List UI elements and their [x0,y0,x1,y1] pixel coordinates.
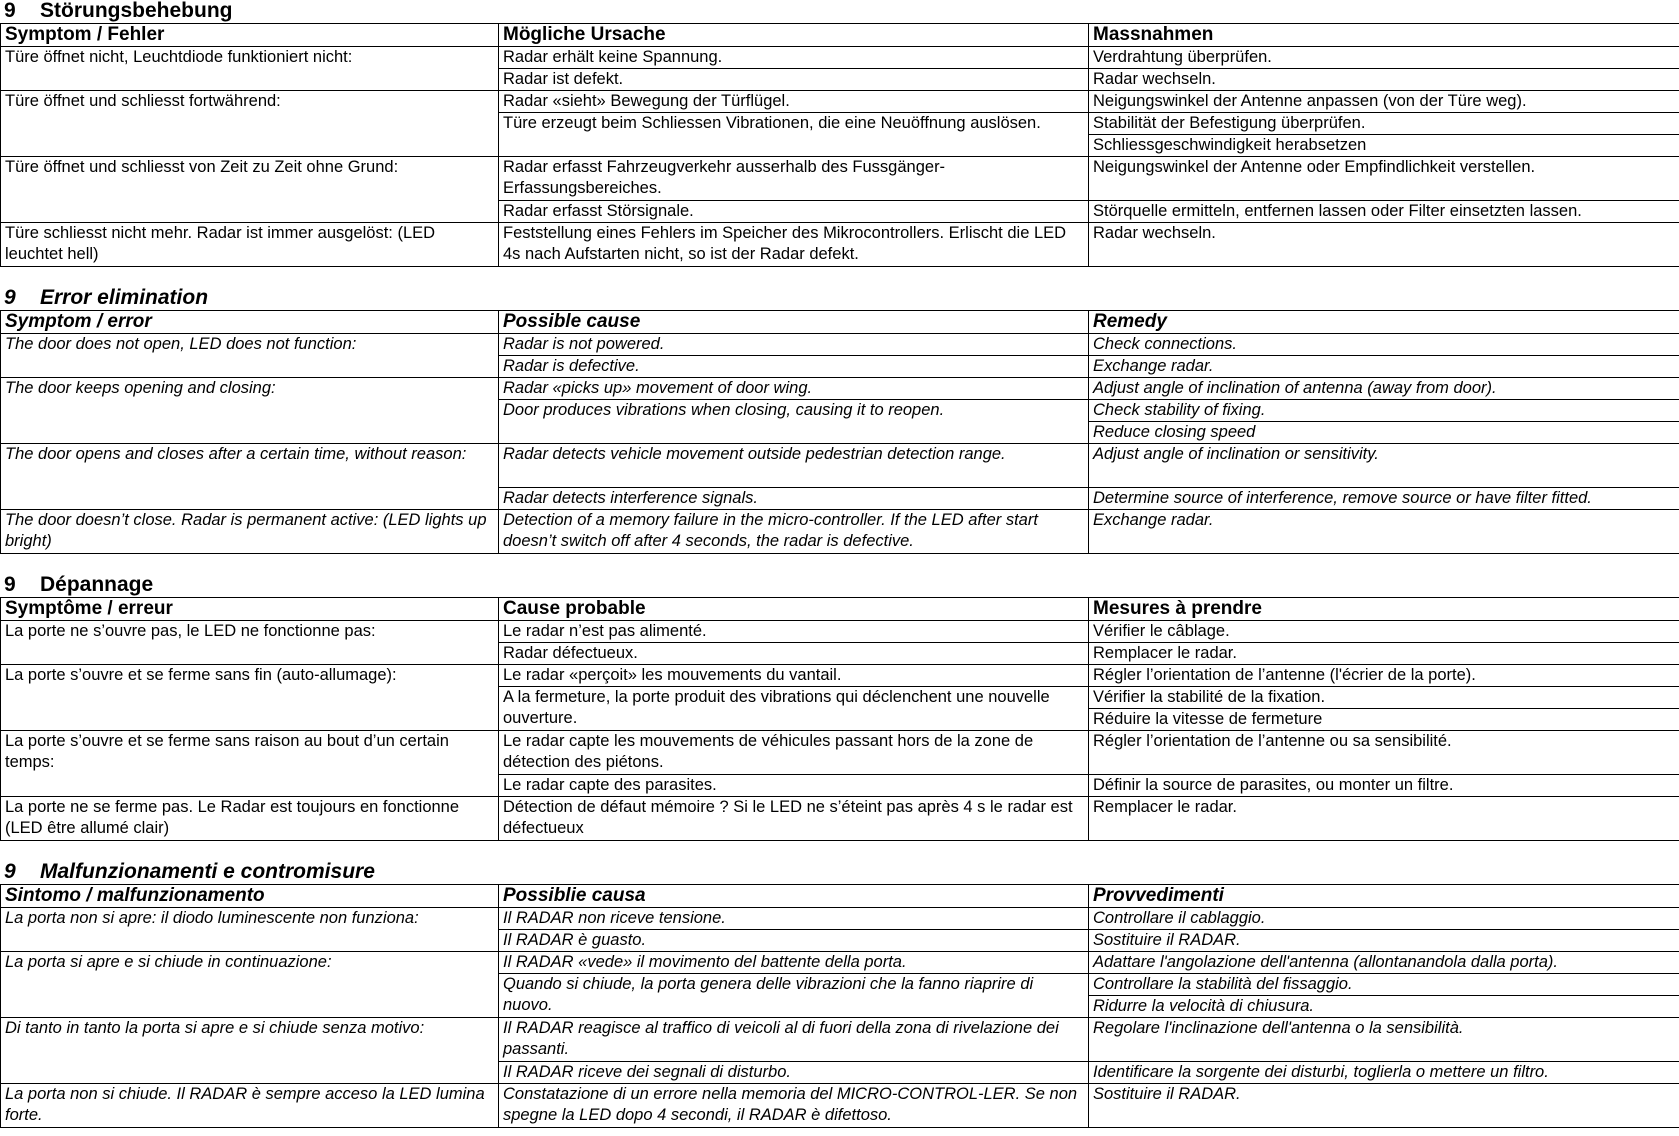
section-title-text: Malfunzionamenti e contromisure [40,860,375,883]
header-remedy: Massnahmen [1089,24,1679,47]
symptom-cell: Türe schliesst nicht mehr. Radar ist immer ausgelöst: (LED leuchtet hell) [1,223,499,267]
header-cause: Mögliche Ursache [499,24,1089,47]
troubleshooting-table [0,597,1679,841]
remedy-cell: Check stability of fixing. [1089,400,1679,422]
table-row [1,665,1679,687]
remedy-cell: Identificare la sorgente dei disturbi, toglierla o mettere un filtro. [1089,1062,1679,1084]
section-fr [0,574,1679,841]
symptom-cell: Di tanto in tanto la porta si apre e si chiude senza motivo: [1,1018,499,1084]
remedy-cell: Exchange radar. [1089,510,1679,554]
symptom-cell: The door opens and closes after a certain time, without reason: [1,444,499,510]
symptom-cell: The door doesn’t close. Radar is permanent active: (LED lights up bright) [1,510,499,554]
remedy-cell: Adattare l'angolazione dell'antenna (allontanandola dalla porta). [1089,952,1679,974]
table-row [1,952,1679,974]
section-number: 9 [4,573,16,596]
table-row [1,908,1679,930]
remedy-cell: Regolare l'inclinazione dell'antenna o la sensibilità. [1089,1018,1679,1062]
cause-cell: Il RADAR «vede» il movimento del battente della porta. [499,952,1089,974]
header-remedy: Mesures à prendre [1089,598,1679,621]
symptom-cell: Türe öffnet und schliesst von Zeit zu Zeit ohne Grund: [1,157,499,223]
table-header-row [1,311,1679,334]
symptom-cell: La porta non si apre: il diodo luminescente non funziona: [1,908,499,952]
remedy-cell: Störquelle ermitteln, entfernen lassen oder Filter einsetzten lassen. [1089,201,1679,223]
remedy-cell: Définir la source de parasites, ou monter un filtre. [1089,775,1679,797]
remedy-cell: Determine source of interference, remove source or have filter fitted. [1089,488,1679,510]
section-title-text: Error elimination [40,286,209,309]
symptom-cell: La porte s’ouvre et se ferme sans raison au bout d’un certain temps: [1,731,499,797]
cause-cell: Türe erzeugt beim Schliessen Vibrationen, die eine Neuöffnung auslösen. [499,113,1089,157]
table-row [1,731,1679,775]
remedy-cell: Sostituire il RADAR. [1089,930,1679,952]
cause-cell: Radar «sieht» Bewegung der Türflügel. [499,91,1089,113]
table-row [1,223,1679,267]
symptom-cell: The door does not open, LED does not function: [1,334,499,378]
section-it [0,861,1679,1128]
cause-cell: Radar «picks up» movement of door wing. [499,378,1089,400]
table-header-row [1,598,1679,621]
cause-cell: Radar défectueux. [499,643,1089,665]
table-row [1,444,1679,488]
header-symptom: Symptôme / erreur [1,598,499,621]
symptom-cell: Türe öffnet und schliesst fortwährend: [1,91,499,157]
cause-cell: Radar erfasst Fahrzeugverkehr ausserhalb des Fussgänger-Erfassungsbereiches. [499,157,1089,201]
remedy-cell: Remplacer le radar. [1089,797,1679,841]
remedy-cell: Stabilität der Befestigung überprüfen. [1089,113,1679,135]
cause-cell: Le radar capte des parasites. [499,775,1089,797]
section-en [0,287,1679,554]
troubleshooting-table [0,23,1679,267]
section-title [0,287,1679,310]
cause-cell: Radar ist defekt. [499,69,1089,91]
remedy-cell: Schliessgeschwindigkeit herabsetzen [1089,135,1679,157]
remedy-cell: Controllare la stabilità del fissaggio. [1089,974,1679,996]
troubleshooting-table [0,884,1679,1128]
cause-cell: Feststellung eines Fehlers im Speicher des Mikrocontrollers. Erlischt die LED 4s nach Aufstarten nicht, so ist der Radar defekt. [499,223,1089,267]
table-row [1,47,1679,69]
remedy-cell: Vérifier la stabilité de la fixation. [1089,687,1679,709]
cause-cell: Door produces vibrations when closing, causing it to reopen. [499,400,1089,444]
table-row [1,91,1679,113]
remedy-cell: Controllare il cablaggio. [1089,908,1679,930]
cause-cell: Le radar capte les mouvements de véhicules passant hors de la zone de détection des piétons. [499,731,1089,775]
cause-cell: Il RADAR è guasto. [499,930,1089,952]
cause-cell: Constatazione di un errore nella memoria del MICRO-CONTROL-LER. Se non spegne la LED dopo 4 secondi, il RADAR è difettoso. [499,1084,1089,1128]
table-row [1,621,1679,643]
cause-cell: Le radar «perçoit» les mouvements du vantail. [499,665,1089,687]
header-symptom: Sintomo / malfunzionamento [1,885,499,908]
cause-cell: Radar detects interference signals. [499,488,1089,510]
header-symptom: Symptom / Fehler [1,24,499,47]
symptom-cell: La porte s’ouvre et se ferme sans fin (auto-allumage): [1,665,499,731]
symptom-cell: La porta si apre e si chiude in continuazione: [1,952,499,1018]
cause-cell: Radar is not powered. [499,334,1089,356]
table-row [1,1084,1679,1128]
cause-cell: Radar detects vehicle movement outside pedestrian detection range. [499,444,1089,488]
remedy-cell: Reduce closing speed [1089,422,1679,444]
remedy-cell: Neigungswinkel der Antenne anpassen (von der Türe weg). [1089,91,1679,113]
symptom-cell: The door keeps opening and closing: [1,378,499,444]
remedy-cell: Régler l’orientation de l’antenne ou sa sensibilité. [1089,731,1679,775]
section-number: 9 [4,0,16,22]
cause-cell: Quando si chiude, la porta genera delle vibrazioni che la fanno riaprire di nuovo. [499,974,1089,1018]
remedy-cell: Adjust angle of inclination of antenna (away from door). [1089,378,1679,400]
cause-cell: A la fermeture, la porte produit des vibrations qui déclenchent une nouvelle ouverture. [499,687,1089,731]
section-title [0,861,1679,884]
remedy-cell: Régler l’orientation de l’antenne (l'écrier de la porte). [1089,665,1679,687]
remedy-cell: Remplacer le radar. [1089,643,1679,665]
header-symptom: Symptom / error [1,311,499,334]
table-row [1,378,1679,400]
cause-cell: Radar erhält keine Spannung. [499,47,1089,69]
cause-cell: Le radar n’est pas alimenté. [499,621,1089,643]
section-number: 9 [4,860,16,883]
header-cause: Possiblie causa [499,885,1089,908]
section-title [0,0,1679,23]
section-title-text: Störungsbehebung [40,0,233,22]
cause-cell: Radar is defective. [499,356,1089,378]
table-header-row [1,885,1679,908]
remedy-cell: Adjust angle of inclination or sensitivity. [1089,444,1679,488]
header-cause: Possible cause [499,311,1089,334]
header-cause: Cause probable [499,598,1089,621]
table-row [1,334,1679,356]
section-title [0,574,1679,597]
table-row [1,1018,1679,1062]
remedy-cell: Réduire la vitesse de fermeture [1089,709,1679,731]
cause-cell: Detection of a memory failure in the micro-controller. If the LED after start doesn’t switch off after 4 seconds, the radar is defective. [499,510,1089,554]
cause-cell: Détection de défaut mémoire ? Si le LED ne s’éteint pas après 4 s le radar est défectueux [499,797,1089,841]
header-remedy: Provvedimenti [1089,885,1679,908]
remedy-cell: Radar wechseln. [1089,69,1679,91]
section-number: 9 [4,286,16,309]
troubleshooting-table [0,310,1679,554]
remedy-cell: Exchange radar. [1089,356,1679,378]
symptom-cell: La porte ne s’ouvre pas, le LED ne fonctionne pas: [1,621,499,665]
symptom-cell: Türe öffnet nicht, Leuchtdiode funktioniert nicht: [1,47,499,91]
table-header-row [1,24,1679,47]
remedy-cell: Verdrahtung überprüfen. [1089,47,1679,69]
cause-cell: Il RADAR non riceve tensione. [499,908,1089,930]
table-row [1,510,1679,554]
remedy-cell: Vérifier le câblage. [1089,621,1679,643]
symptom-cell: La porta non si chiude. Il RADAR è sempre acceso la LED lumina forte. [1,1084,499,1128]
header-remedy: Remedy [1089,311,1679,334]
remedy-cell: Ridurre la velocità di chiusura. [1089,996,1679,1018]
section-de [0,0,1679,267]
symptom-cell: La porte ne se ferme pas. Le Radar est toujours en fonctionne (LED être allumé clair) [1,797,499,841]
section-title-text: Dépannage [40,573,154,596]
table-row [1,157,1679,201]
cause-cell: Il RADAR riceve dei segnali di disturbo. [499,1062,1089,1084]
remedy-cell: Radar wechseln. [1089,223,1679,267]
remedy-cell: Check connections. [1089,334,1679,356]
cause-cell: Radar erfasst Störsignale. [499,201,1089,223]
table-row [1,797,1679,841]
remedy-cell: Sostituire il RADAR. [1089,1084,1679,1128]
cause-cell: Il RADAR reagisce al traffico di veicoli al di fuori della zona di rivelazione dei passanti. [499,1018,1089,1062]
remedy-cell: Neigungswinkel der Antenne oder Empfindlichkeit verstellen. [1089,157,1679,201]
